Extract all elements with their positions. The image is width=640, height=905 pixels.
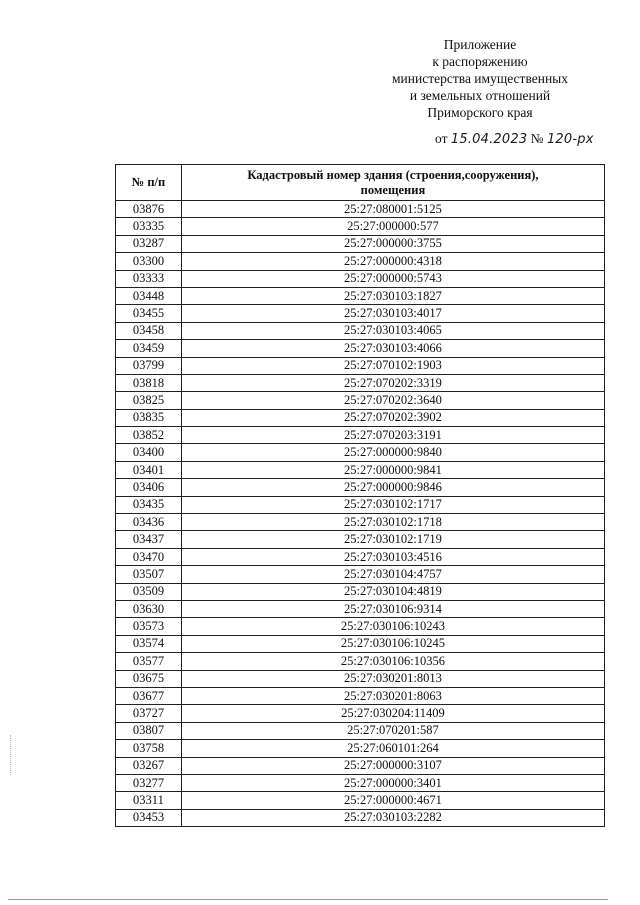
cadastral-number-cell: 25:27:030106:9314 [181, 600, 604, 617]
row-number-cell: 03577 [116, 653, 182, 670]
cadastral-number-cell: 25:27:030104:4819 [181, 583, 604, 600]
row-number-cell: 03311 [116, 792, 182, 809]
table-row [116, 618, 605, 635]
cadastral-number-cell: 25:27:030103:2282 [181, 809, 604, 826]
cadastral-number-cell: 25:27:060101:264 [181, 740, 604, 757]
row-number-cell: 03852 [116, 427, 182, 444]
row-number-cell: 03758 [116, 740, 182, 757]
cadastral-number-cell: 25:27:030204:11409 [181, 705, 604, 722]
table-row [116, 479, 605, 496]
column-header-line: Кадастровый номер здания (строения,сооружения), [247, 167, 539, 182]
cadastral-number-cell: 25:27:000000:577 [181, 218, 604, 235]
row-number-cell: 03277 [116, 774, 182, 791]
cadastral-number-cell: 25:27:070202:3902 [181, 409, 604, 426]
date-prefix: от [435, 131, 448, 146]
row-number-cell: 03573 [116, 618, 182, 635]
table-row [116, 514, 605, 531]
header-line: министерства имущественных [392, 71, 568, 86]
cadastral-number-cell: 25:27:030103:4516 [181, 548, 604, 565]
row-number-cell: 03436 [116, 514, 182, 531]
cadastral-number-cell: 25:27:030103:4066 [181, 340, 604, 357]
row-number-cell: 03458 [116, 322, 182, 339]
table-header-row [116, 165, 605, 201]
row-number-cell: 03300 [116, 253, 182, 270]
cadastral-number-cell: 25:27:030201:8013 [181, 670, 604, 687]
table-row [116, 357, 605, 374]
table-row [116, 653, 605, 670]
row-number-cell: 03401 [116, 461, 182, 478]
cadastral-number-cell: 25:27:070203:3191 [181, 427, 604, 444]
row-number-cell: 03470 [116, 548, 182, 565]
cadastral-number-cell: 25:27:030102:1717 [181, 496, 604, 513]
cadastral-number-cell: 25:27:030201:8063 [181, 687, 604, 704]
table-row [116, 201, 605, 218]
cadastral-number-cell: 25:27:030103:1827 [181, 287, 604, 304]
number-prefix: № [530, 131, 544, 146]
cadastral-number-cell: 25:27:000000:9846 [181, 479, 604, 496]
cadastral-number-cell: 25:27:080001:5125 [181, 201, 604, 218]
header-line: и земельных отношений [409, 88, 551, 103]
margin-mark [10, 735, 12, 775]
table-row [116, 235, 605, 252]
row-number-cell: 03727 [116, 705, 182, 722]
table-row [116, 687, 605, 704]
table-row [116, 670, 605, 687]
table-row [116, 757, 605, 774]
table-row [116, 600, 605, 617]
table-row [116, 392, 605, 409]
table-body [116, 201, 605, 827]
row-number-cell: 03287 [116, 235, 182, 252]
row-number-cell: 03437 [116, 531, 182, 548]
table-row [116, 792, 605, 809]
table-row [116, 218, 605, 235]
table-row [116, 548, 605, 565]
header-line: Приложение [443, 37, 517, 52]
row-number-cell: 03267 [116, 757, 182, 774]
cadastral-number-cell: 25:27:030102:1719 [181, 531, 604, 548]
table-row [116, 740, 605, 757]
table-row [116, 722, 605, 739]
header-line: к распоряжению [432, 54, 528, 69]
table-row [116, 461, 605, 478]
row-number-cell: 03675 [116, 670, 182, 687]
row-number-cell: 03799 [116, 357, 182, 374]
cadastral-number-cell: 25:27:070102:1903 [181, 357, 604, 374]
row-number-cell: 03406 [116, 479, 182, 496]
table-row [116, 409, 605, 426]
header-line: Приморского края [427, 105, 533, 120]
order-date-number [435, 131, 635, 147]
cadastral-number-cell: 25:27:000000:9841 [181, 461, 604, 478]
cadastral-number-cell: 25:27:000000:3107 [181, 757, 604, 774]
column-header-number: № п/п [116, 165, 182, 201]
table-row [116, 635, 605, 652]
cadastral-number-cell: 25:27:000000:5743 [181, 270, 604, 287]
handwritten-date: 15.04.2023 [450, 132, 528, 147]
table-row [116, 253, 605, 270]
table-row [116, 566, 605, 583]
table-row [116, 305, 605, 322]
cadastral-number-cell: 25:27:030102:1718 [181, 514, 604, 531]
row-number-cell: 03574 [116, 635, 182, 652]
row-number-cell: 03677 [116, 687, 182, 704]
row-number-cell: 03818 [116, 374, 182, 391]
cadastral-number-cell: 25:27:030106:10245 [181, 635, 604, 652]
table-row [116, 705, 605, 722]
cadastral-number-cell: 25:27:030106:10243 [181, 618, 604, 635]
table-row [116, 444, 605, 461]
row-number-cell: 03630 [116, 600, 182, 617]
cadastral-number-cell: 25:27:000000:4318 [181, 253, 604, 270]
table-row [116, 427, 605, 444]
table-row [116, 287, 605, 304]
cadastral-number-cell: 25:27:030104:4757 [181, 566, 604, 583]
row-number-cell: 03335 [116, 218, 182, 235]
row-number-cell: 03835 [116, 409, 182, 426]
table-row [116, 270, 605, 287]
row-number-cell: 03455 [116, 305, 182, 322]
row-number-cell: 03507 [116, 566, 182, 583]
table-row [116, 809, 605, 826]
handwritten-number: 120-рх [546, 132, 594, 147]
row-number-cell: 03453 [116, 809, 182, 826]
column-header-cadastral [181, 165, 604, 201]
table-row [116, 340, 605, 357]
cadastral-number-cell: 25:27:070201:587 [181, 722, 604, 739]
row-number-cell: 03448 [116, 287, 182, 304]
cadastral-number-cell: 25:27:030103:4065 [181, 322, 604, 339]
table-row [116, 531, 605, 548]
cadastral-number-cell: 25:27:070202:3640 [181, 392, 604, 409]
cadastral-table [115, 164, 605, 827]
cadastral-number-cell: 25:27:070202:3319 [181, 374, 604, 391]
row-number-cell: 03509 [116, 583, 182, 600]
row-number-cell: 03400 [116, 444, 182, 461]
table-row [116, 322, 605, 339]
row-number-cell: 03807 [116, 722, 182, 739]
appendix-header [360, 36, 600, 121]
row-number-cell: 03333 [116, 270, 182, 287]
row-number-cell: 03825 [116, 392, 182, 409]
row-number-cell: 03435 [116, 496, 182, 513]
row-number-cell: 03876 [116, 201, 182, 218]
table-row [116, 774, 605, 791]
cadastral-number-cell: 25:27:000000:4671 [181, 792, 604, 809]
cadastral-number-cell: 25:27:000000:3755 [181, 235, 604, 252]
table-row [116, 374, 605, 391]
column-header-line: помещения [360, 182, 426, 197]
table-row [116, 583, 605, 600]
table-row [116, 496, 605, 513]
bottom-rule [8, 899, 608, 900]
cadastral-number-cell: 25:27:000000:3401 [181, 774, 604, 791]
cadastral-number-cell: 25:27:030103:4017 [181, 305, 604, 322]
row-number-cell: 03459 [116, 340, 182, 357]
cadastral-number-cell: 25:27:000000:9840 [181, 444, 604, 461]
cadastral-number-cell: 25:27:030106:10356 [181, 653, 604, 670]
